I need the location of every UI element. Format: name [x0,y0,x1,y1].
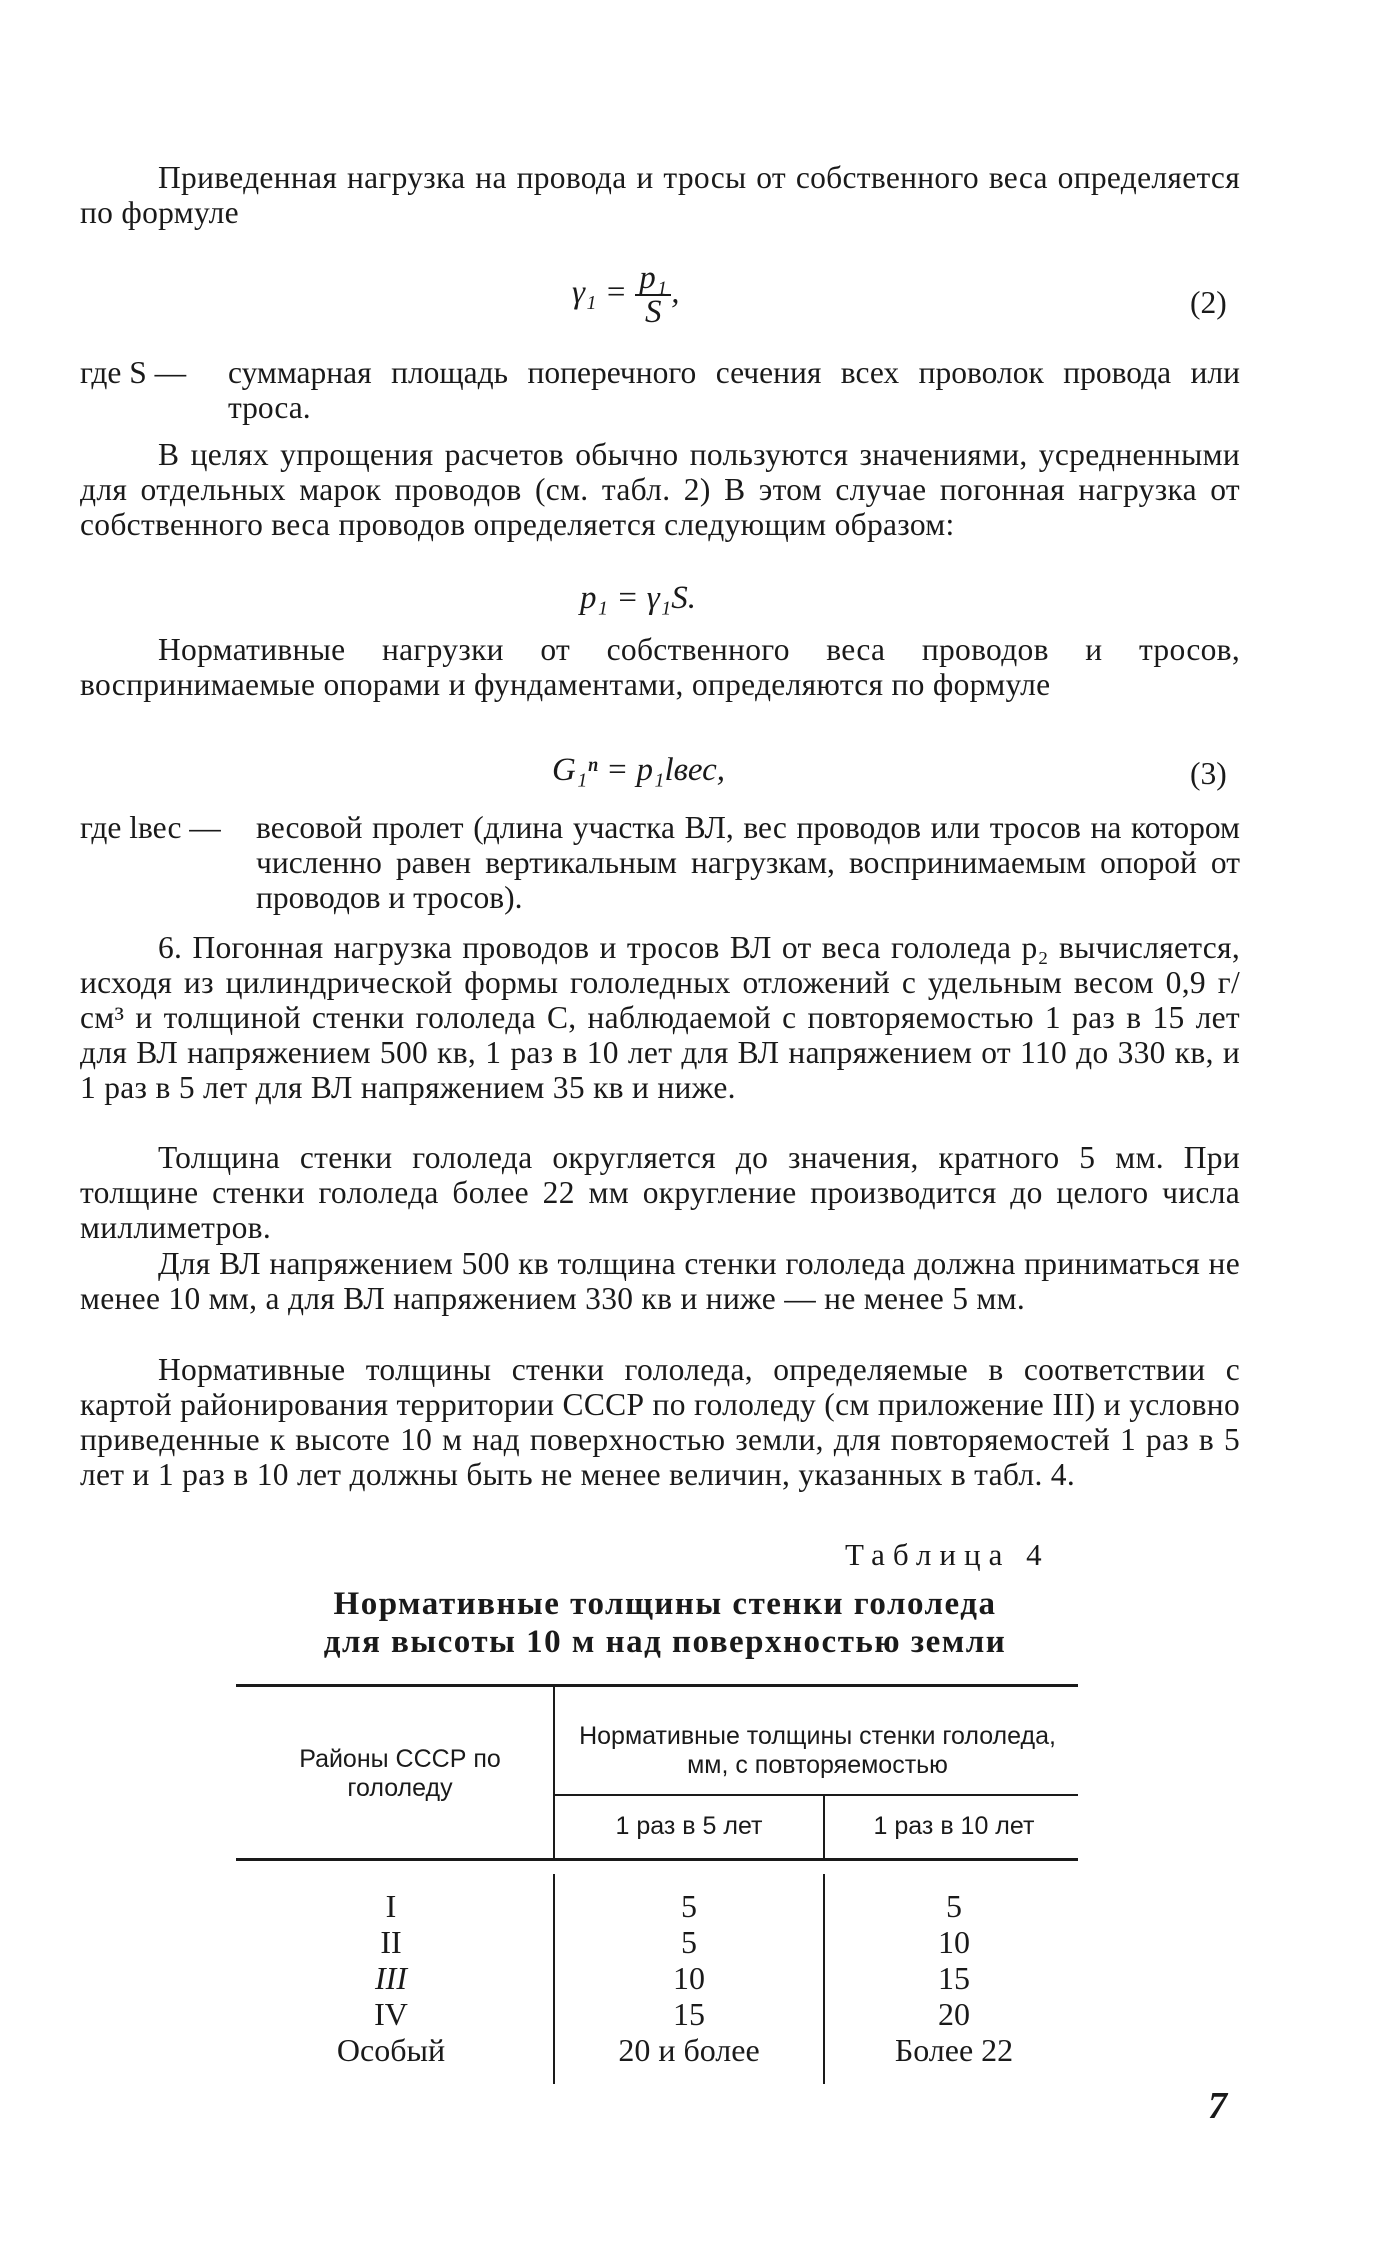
cell-5-years: 5 [681,1924,697,1960]
table-header-10-years: 1 раз в 10 лет [873,1812,1035,1840]
table-top-rule [236,1684,1078,1687]
table-header-divider-2 [823,1796,825,1858]
table-header-bottom-rule [236,1858,1078,1861]
paragraph-normative-loads: Нормативные нагрузки от собственного веса проводов и тросов, воспринимаемые опорами и фундаментами, определяются по формуле [80,632,1240,702]
table-title-line-2: для высоты 10 м над поверхностью земли [323,1624,1007,1660]
cell-region: II [380,1924,402,1960]
definition-text-lves: весовой пролет (длина участка ВЛ, вес проводов или тросов на котором численно равен вертикальным нагрузкам, воспринимаемым опорой от проводов и тросов). [256,810,1240,915]
cell-region: I [385,1888,397,1924]
formula-2-comma: , [671,274,680,311]
cell-10-years: 10 [938,1924,970,1960]
cell-10-years: 15 [938,1960,970,1996]
formula-2-numerator: p₁ [635,262,671,296]
equation-number-3: (3) [1190,756,1227,791]
table-body-divider-2 [823,1874,825,2084]
table-caption-number: Таблица 4 [845,1537,1050,1572]
paragraph-simplification: В целях упрощения расчетов обычно пользуются значениями, усредненными для отдельных марок проводов (см. табл. 2) В этом случае погонная нагрузка от собственного веса проводов определяется следующим образом: [80,437,1240,542]
table-subheader-rule [555,1794,1078,1796]
equation-number-2: (2) [1190,285,1227,320]
table-body-divider-1 [553,1874,555,2084]
paragraph-min-thickness: Для ВЛ напряжением 500 кв толщина стенки гололеда должна приниматься не менее 10 мм, а для ВЛ напряжением 330 кв и ниже — не менее 5 мм. [80,1246,1240,1316]
paragraph-zoning-map: Нормативные толщины стенки гололеда, определяемые в соответствии с картой районирования территории СССР по гололеду (см приложение III) и условно приведенные к высоте 10 м над поверхностью земли, для повторяемостей 1 раз в 5 лет и 1 раз в 10 лет должны быть не менее величин, указанных в табл. 4. [80,1352,1240,1492]
cell-10-years: 5 [946,1888,962,1924]
formula-2-fraction [635,262,671,328]
definition-term-lves: где lвес — [80,810,221,845]
table-header-divider-1 [553,1687,555,1858]
formula-2-lhs: γ₁ = [572,274,627,311]
table-header-5-years: 1 раз в 5 лет [615,1812,763,1840]
cell-region: Особый [336,2032,446,2068]
definition-term-s: где S — [80,355,187,390]
paragraph-ice-load: 6. Погонная нагрузка проводов и тросов ВЛ от веса гололеда p₂ вычисляется, исходя из цилиндрической формы гололедных отложений с удельным весом 0,9 г/см³ и толщиной стенки гололеда С, наблюдаемой с повторяемостью 1 раз в 15 лет для ВЛ напряжением 500 кв, 1 раз в 10 лет для ВЛ напряжением от 110 до 330 кв, и 1 раз в 5 лет для ВЛ напряжением 35 кв и ниже. [80,930,1240,1105]
cell-10-years: 20 [938,1996,970,2032]
formula-2-denominator: S [644,294,662,330]
table-title-line-1: Нормативные толщины стенки гололеда [333,1586,997,1622]
page-number: 7 [1208,2085,1227,2127]
paragraph-intro: Приведенная нагрузка на провода и тросы от собственного веса определяется по формуле [80,160,1240,230]
cell-5-years: 15 [673,1996,705,2032]
cell-5-years: 20 и более [618,2032,760,2068]
cell-5-years: 5 [681,1888,697,1924]
formula-3: G₁ⁿ = p₁lвес, [552,752,726,788]
definition-text-s: суммарная площадь поперечного сечения всех проволок провода или троса. [228,355,1240,425]
table-header-regions: Районы СССР по гололеду [299,1745,501,1802]
formula-2 [572,262,679,328]
paragraph-rounding: Толщина стенки гололеда округляется до значения, кратного 5 мм. При толщине стенки гололеда более 22 мм округление производится до целого числа миллиметров. [80,1140,1240,1245]
cell-region: III [375,1960,407,1996]
table-header-group: Нормативные толщины стенки гололеда, мм, с повторяемостью [579,1722,1056,1779]
cell-10-years: Более 22 [894,2032,1014,2068]
cell-region: IV [374,1996,408,2032]
cell-5-years: 10 [673,1960,705,1996]
formula-p1: p₁ = γ₁S. [580,580,696,616]
